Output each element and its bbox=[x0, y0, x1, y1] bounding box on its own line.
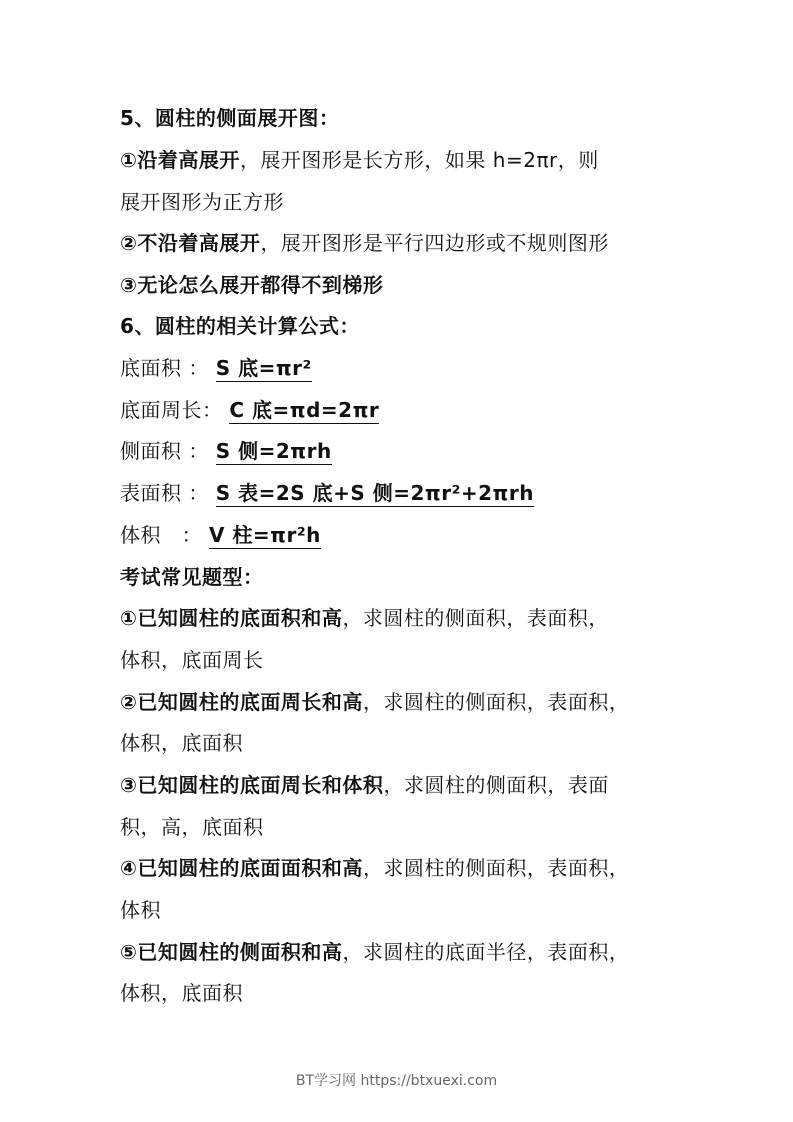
formula-row bbox=[120, 437, 332, 465]
item-bold: ④已知圆柱的底面面积和高 bbox=[120, 856, 363, 880]
formula-label: 体积 ： bbox=[120, 523, 203, 547]
exam-item bbox=[120, 938, 629, 966]
section5-item2 bbox=[120, 229, 609, 257]
item-bold: ③已知圆柱的底面周长和体积 bbox=[120, 773, 384, 797]
exam-item bbox=[120, 854, 629, 882]
item-bold: ①已知圆柱的底面积和高 bbox=[120, 606, 343, 630]
formula-row bbox=[120, 396, 379, 424]
formula-row bbox=[120, 521, 321, 549]
exam-item bbox=[120, 688, 629, 716]
formula: S 侧=2πrh bbox=[215, 439, 332, 463]
exam-heading: 考试常见题型： bbox=[120, 565, 264, 589]
footer-watermark: BT学习网 https://btxuexi.com bbox=[295, 1073, 498, 1089]
item-bold: ②已知圆柱的底面周长和高 bbox=[120, 690, 363, 714]
section5-item1-cont: 展开图形为正方形 bbox=[120, 190, 284, 214]
item-bold: ②不沿着高展开 bbox=[120, 231, 261, 255]
item-text: ，求圆柱的底面半径，表面积， bbox=[342, 940, 630, 964]
formula-label: 表面积 ： bbox=[120, 481, 209, 505]
formula: V 柱=πr²h bbox=[208, 523, 321, 547]
formula: C 底=πd=2πr bbox=[229, 398, 380, 422]
exam-item bbox=[120, 771, 609, 799]
formula: S 表=2S 底+S 侧=2πr²+2πrh bbox=[215, 481, 534, 505]
item-bold: ⑤已知圆柱的侧面积和高 bbox=[120, 940, 343, 964]
formula-row bbox=[120, 354, 312, 382]
formula-row bbox=[120, 479, 534, 507]
formula-label: 底面周长： bbox=[120, 398, 223, 422]
item-text: ，求圆柱的侧面积，表面积， bbox=[362, 690, 630, 714]
item-text: ，展开图形是平行四边形或不规则图形 bbox=[260, 231, 609, 255]
section5-item1 bbox=[120, 146, 599, 174]
exam-item-cont: 体积，底面积 bbox=[120, 981, 243, 1005]
item-text: ，求圆柱的侧面积，表面积， bbox=[362, 856, 630, 880]
item-text: ，求圆柱的侧面积，表面积， bbox=[342, 606, 609, 630]
formula: S 底=πr² bbox=[215, 356, 312, 380]
exam-item-cont: 体积，底面积 bbox=[120, 731, 243, 755]
exam-item-cont: 体积，底面周长 bbox=[120, 648, 264, 672]
section6-heading: 6、圆柱的相关计算公式： bbox=[120, 314, 360, 338]
exam-item bbox=[120, 604, 609, 632]
formula-label: 底面积 ： bbox=[120, 356, 209, 380]
exam-item-cont: 积，高，底面积 bbox=[120, 815, 264, 839]
section5-item3: ③无论怎么展开都得不到梯形 bbox=[120, 273, 384, 297]
section5-heading: 5、圆柱的侧面展开图： bbox=[120, 106, 340, 130]
exam-item-cont: 体积 bbox=[120, 898, 161, 922]
formula-label: 侧面积 ： bbox=[120, 439, 209, 463]
item-text: ，求圆柱的侧面积，表面 bbox=[383, 773, 609, 797]
item-text: ，展开图形是长方形，如果 h=2πr，则 bbox=[239, 148, 599, 172]
item-bold: ①沿着高展开 bbox=[120, 148, 240, 172]
